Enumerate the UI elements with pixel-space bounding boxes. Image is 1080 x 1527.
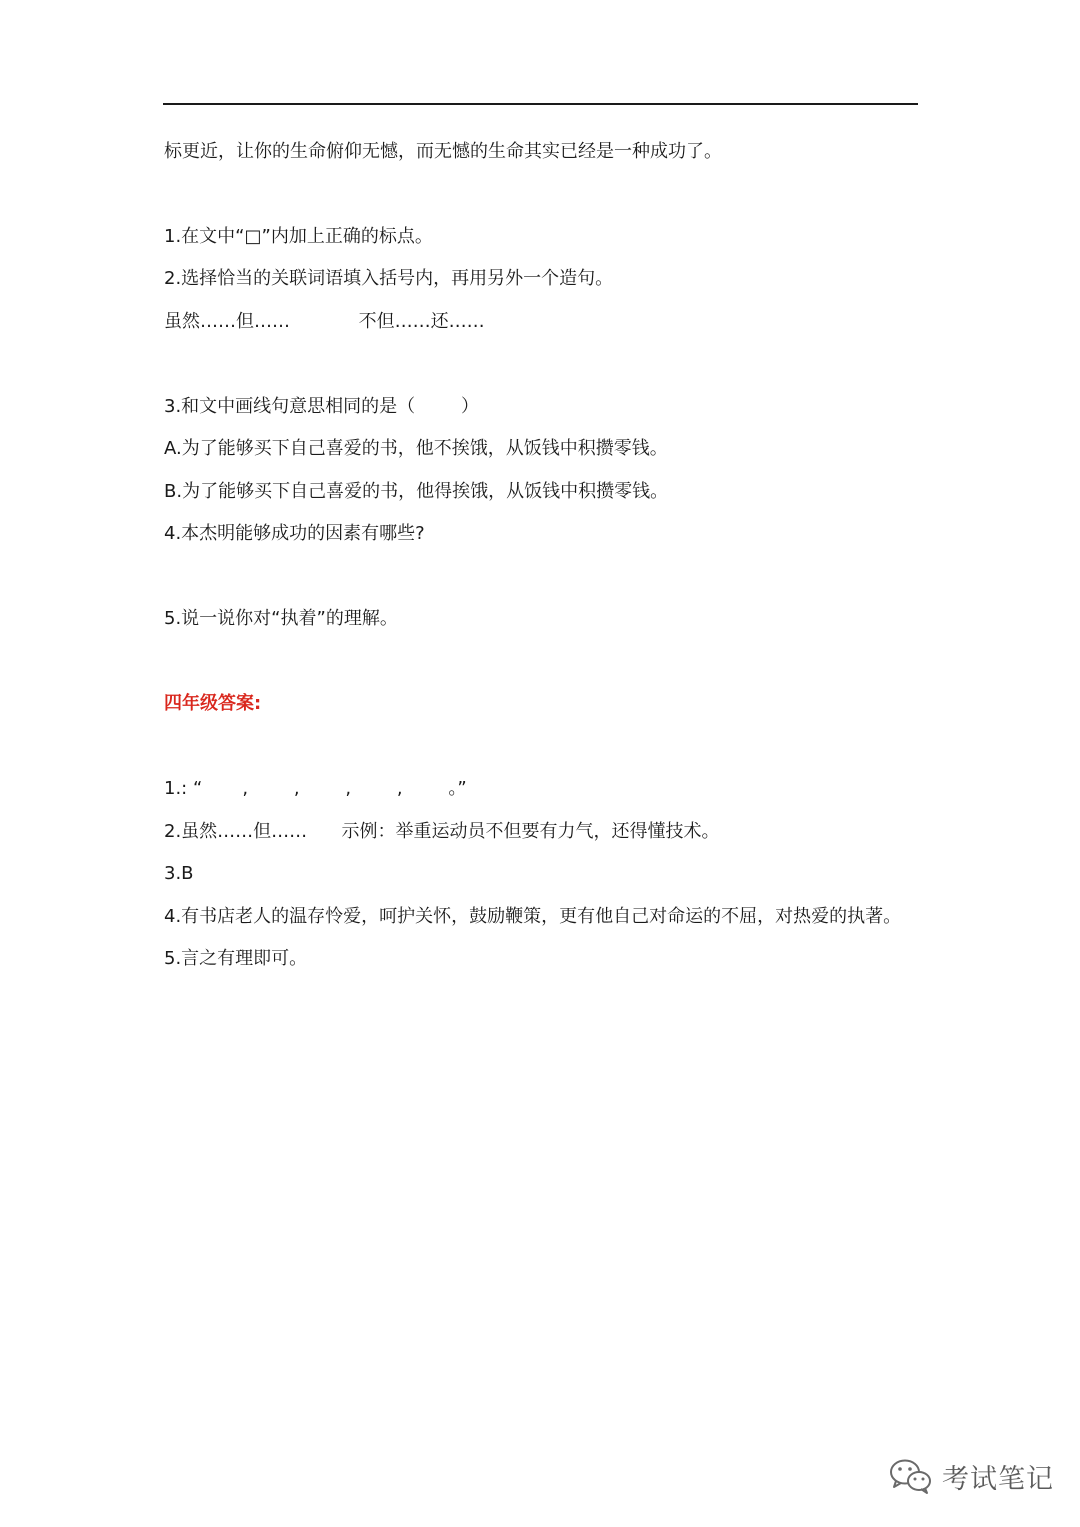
answer-5: 5.言之有理即可。 (164, 948, 308, 969)
answers-title: 四年级答案: (164, 693, 262, 714)
watermark (888, 1452, 1054, 1500)
answer-2: 2.虽然……但…… 示例：举重运动员不但要有力气，还得懂技术。 (164, 821, 720, 842)
question-2-options: 虽然……但…… 不但……还…… (164, 311, 485, 332)
wechat-icon (888, 1456, 934, 1496)
question-3: 3.和文中画线句意思相同的是（ ） (164, 396, 479, 417)
question-4: 4.本杰明能够成功的因素有哪些? (164, 523, 425, 544)
answer-3: 3.B (164, 863, 194, 884)
question-2: 2.选择恰当的关联词语填入括号内，再用另外一个造句。 (164, 268, 614, 289)
answer-4: 4.有书店老人的温存怜爱，呵护关怀，鼓励鞭策，更有他自己对命运的不屈，对热爱的执著。 (164, 906, 902, 927)
question-3-option-b: B.为了能够买下自己喜爱的书，他得挨饿，从饭钱中积攒零钱。 (164, 481, 669, 502)
answer-1: 1.: “ , , , , 。” (164, 778, 467, 799)
header-rule (163, 103, 918, 105)
question-3-option-a: A.为了能够买下自己喜爱的书，他不挨饿，从饭钱中积攒零钱。 (164, 438, 668, 459)
question-1: 1.在文中“□”内加上正确的标点。 (164, 226, 433, 247)
question-5: 5.说一说你对“执着”的理解。 (164, 608, 398, 629)
watermark-text: 考试笔记 (942, 1463, 1054, 1495)
passage-tail: 标更近，让你的生命俯仰无憾，而无憾的生命其实已经是一种成功了。 (164, 141, 722, 162)
